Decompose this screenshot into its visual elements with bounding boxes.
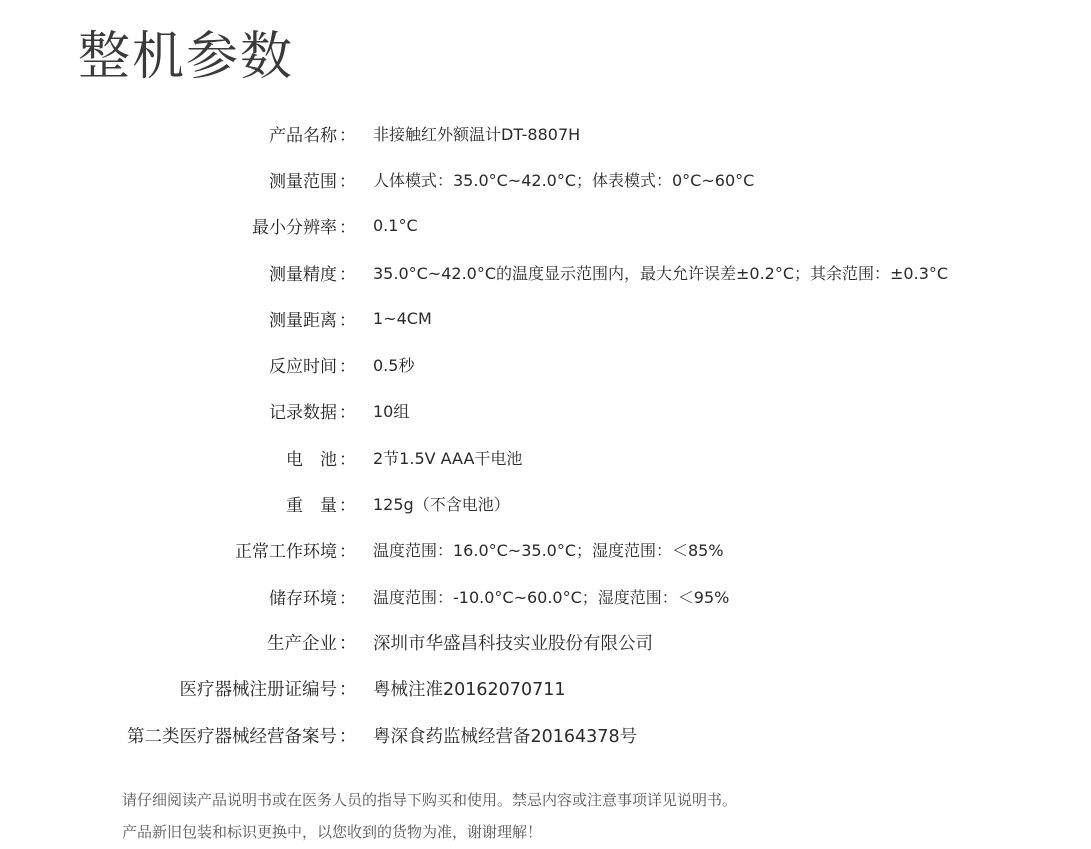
- spec-row-response-time: [0, 341, 1091, 387]
- spec-value: 0.1°C: [373, 216, 418, 236]
- spec-table: [0, 110, 1091, 758]
- spec-value: 1~4CM: [373, 308, 432, 328]
- spec-value: 粤械注准20162070711: [373, 680, 566, 701]
- spec-label: 医疗器械注册证编号: [179, 680, 337, 701]
- spec-colon: ：: [339, 403, 356, 424]
- spec-row-product-name: [0, 110, 1091, 156]
- spec-row-manufacturer: [0, 619, 1091, 665]
- spec-value: 0.5秒: [373, 356, 415, 376]
- spec-label: 电 池: [286, 449, 337, 470]
- spec-label: 测量精度: [269, 264, 337, 285]
- spec-label: 最小分辨率: [252, 218, 337, 239]
- spec-label: 重 量: [286, 496, 337, 517]
- spec-label: 产品名称: [269, 125, 337, 146]
- spec-label: 正常工作环境: [235, 542, 337, 563]
- spec-label: 测量范围: [269, 171, 337, 192]
- spec-colon: ：: [339, 680, 357, 701]
- spec-colon: ：: [339, 449, 356, 470]
- spec-row-records: [0, 388, 1091, 434]
- page-title: 整机参数: [78, 27, 295, 87]
- spec-colon: ：: [339, 542, 356, 563]
- spec-colon: ：: [339, 264, 356, 285]
- spec-colon: ：: [339, 357, 356, 378]
- spec-value: 2节1.5V AAA干电池: [373, 448, 523, 468]
- spec-value: 人体模式：35.0°C~42.0°C；体表模式：0°C~60°C: [373, 170, 755, 190]
- spec-colon: ：: [339, 588, 356, 609]
- spec-colon: ：: [339, 726, 357, 747]
- spec-value: 非接触红外额温计DT-8807H: [373, 124, 581, 144]
- spec-label: 储存环境: [269, 588, 337, 609]
- spec-row-registration-number: [0, 666, 1091, 712]
- spec-colon: ：: [339, 310, 356, 331]
- spec-value: 温度范围：16.0°C~35.0°C；湿度范围：＜85%: [373, 541, 724, 561]
- spec-colon: ：: [339, 218, 356, 239]
- spec-value: 125g（不含电池）: [373, 495, 510, 515]
- spec-row-resolution: [0, 203, 1091, 249]
- spec-label: 反应时间: [269, 357, 337, 378]
- spec-row-accuracy: [0, 249, 1091, 295]
- spec-value: 深圳市华盛昌科技实业股份有限公司: [373, 633, 653, 654]
- spec-row-filing-number: [0, 712, 1091, 758]
- spec-colon: ：: [339, 496, 356, 517]
- spec-row-weight: [0, 480, 1091, 526]
- spec-value: 35.0°C~42.0°C的温度显示范围内，最大允许误差±0.2°C；其余范围：±0.3°C: [373, 263, 949, 283]
- spec-value: 10组: [373, 402, 410, 422]
- spec-colon: ：: [339, 171, 356, 192]
- spec-row-operating-environment: [0, 527, 1091, 573]
- spec-label: 记录数据: [269, 403, 337, 424]
- spec-label: 生产企业: [267, 633, 337, 654]
- spec-label: 测量距离: [269, 310, 337, 331]
- spec-row-measuring-range: [0, 156, 1091, 202]
- spec-colon: ：: [339, 125, 356, 146]
- spec-colon: ：: [339, 633, 357, 654]
- note-line: 产品新旧包装和标识更换中，以您收到的货物为准，谢谢理解！: [122, 823, 543, 841]
- spec-row-storage-environment: [0, 573, 1091, 619]
- spec-row-distance: [0, 295, 1091, 341]
- spec-label: 第二类医疗器械经营备案号: [127, 726, 337, 747]
- spec-value: 温度范围：-10.0°C~60.0°C；湿度范围：＜95%: [373, 587, 730, 607]
- spec-value: 粤深食药监械经营备20164378号: [373, 726, 638, 747]
- footer-notes: [122, 784, 737, 848]
- spec-row-battery: [0, 434, 1091, 480]
- note-line: 请仔细阅读产品说明书或在医务人员的指导下购买和使用。禁忌内容或注意事项详见说明书。: [122, 791, 738, 809]
